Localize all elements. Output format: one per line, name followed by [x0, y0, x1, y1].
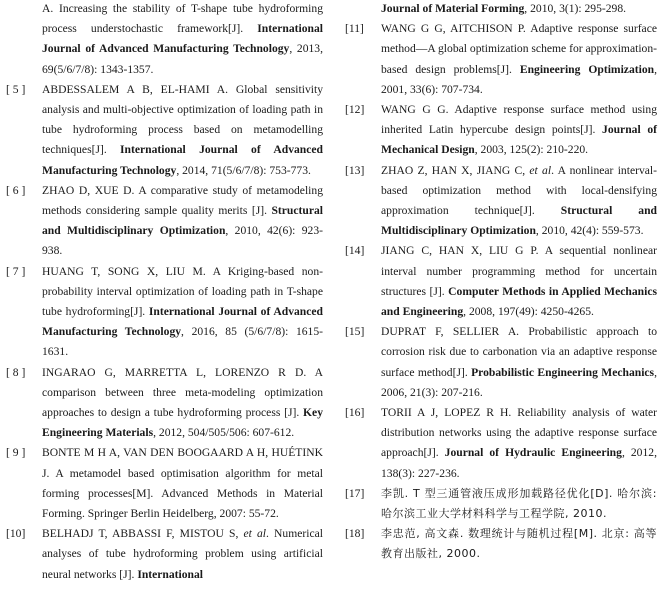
reference-journal: International Journal of Advanced Manufacturing Technology — [42, 143, 323, 177]
reference-number: [18] — [345, 527, 365, 541]
reference-number: [17] — [345, 486, 365, 500]
reference-item — [345, 322, 657, 403]
reference-item — [6, 262, 323, 363]
reference-authors: BELHADJ T, ABBASSI F, MISTOU S, — [42, 527, 244, 541]
reference-cjk-text: 李忠范, 高文森. 数理统计与随机过程[M]. 北京: 高等教育出版社, 2000. — [381, 527, 657, 561]
reference-authors: BONTE M H A, VAN DEN BOOGAARD A H, HUÉTINK J. — [42, 446, 323, 480]
reference-item — [345, 484, 657, 524]
reference-item — [6, 181, 323, 262]
reference-number: [10] — [6, 527, 26, 541]
reference-title: A comparative study of metamodeling methods considering sample quality merits [J]. — [42, 183, 323, 218]
reference-tail: , 2006, 21(3): 207-216. — [381, 365, 657, 399]
reference-number: [13] — [345, 163, 365, 177]
reference-title: . A nonlinear interval-based optimization method with local-densifying approximation technique[J]. — [381, 163, 657, 218]
reference-item — [6, 80, 323, 181]
reference-title: A metamodel based optimisation algorithm for metal forming processes[M]. Advanced Methods in Material Forming. Springer Berlin Heidelberg, 2007: 55-72. — [42, 466, 323, 521]
reference-tail: , 2001, 33(6): 707-734. — [381, 62, 657, 96]
reference-journal: Engineering Optimization — [519, 62, 655, 76]
reference-title: Reliability analysis of water distribution networks using the adaptive response surface approach[J]. — [381, 406, 657, 460]
reference-authors: WANG G G. — [381, 103, 455, 117]
reference-number: [ 8 ] — [6, 365, 26, 379]
reference-tail: , 2014, 71(5/6/7/8): 753-773. — [176, 163, 311, 177]
reference-cjk-text: 李凯. T 型三通管液压成形加载路径优化[D]. 哈尔滨: 哈尔滨工业大学材料科学与工程学院, 2010. — [381, 486, 657, 521]
reference-authors: JIANG C, HAN X, LIU G P. — [381, 244, 545, 258]
reference-authors: ZHAO D, XUE D. — [42, 183, 139, 197]
reference-item — [345, 161, 657, 242]
reference-title: A comparison between three meta-modeling optimization approaches to design a tube hydroforming process [J]. — [42, 365, 323, 420]
reference-item — [345, 19, 657, 100]
right-column — [345, 0, 657, 565]
reference-item — [6, 524, 323, 585]
reference-journal: Key Engineering Materials — [42, 406, 323, 440]
reference-tail: , 2003, 125(2): 210-220. — [474, 143, 589, 157]
reference-title: . Numerical analyses of tube hydroforming problem using artificial neural networks [J]. — [42, 527, 323, 581]
reference-authors: WANG G G, AITCHISON P. — [381, 22, 531, 36]
reference-journal: Journal of Mechanical Design — [381, 123, 657, 157]
reference-journal: International Journal of Advanced Manufacturing Technology — [42, 22, 323, 56]
reference-item — [6, 363, 323, 444]
reference-title: Global sensitivity analysis and multi-objective optimization of loading path in tube hydroforming process based on metamodelling techniques[J]. — [42, 82, 323, 157]
reference-number: [ 9 ] — [6, 446, 26, 460]
reference-continuation — [6, 0, 323, 80]
reference-item — [6, 443, 323, 524]
reference-etal: et al — [529, 163, 552, 177]
reference-journal: Computer Methods in Applied Mechanics and Engineering — [381, 284, 657, 319]
reference-title: A sequential nonlinear interval number programming method for uncertain structures [J]. — [381, 244, 657, 298]
reference-authors: TORII A J, LOPEZ R H. — [381, 406, 518, 420]
reference-number: [11] — [345, 22, 364, 36]
reference-item — [345, 403, 657, 484]
reference-journal: Journal of Material Forming — [381, 2, 525, 15]
reference-number: [16] — [345, 406, 365, 420]
reference-title: A. Increasing the stability of T-shape tube hydroforming process understochastic framework[J]. — [42, 2, 323, 36]
reference-title: Adaptive response surface method using inherited Latin hypercube design points[J]. — [381, 103, 657, 137]
reference-number: [ 7 ] — [6, 264, 26, 278]
reference-tail: , 2008, 197(49): 4250-4265. — [463, 305, 594, 319]
reference-tail: , 2016, 85 (5/6/7/8): 1615-1631. — [42, 325, 323, 359]
reference-title: Probabilistic approach to corrosion risk due to carbonation via an adaptive response surface method[J]. — [381, 325, 657, 379]
reference-etal: et al — [243, 527, 267, 541]
reference-tail: , 2012, 138(3): 227-236. — [381, 446, 657, 480]
reference-journal: Journal of Hydraulic Engineering — [444, 446, 622, 460]
reference-authors: ABDESSALEM A B, EL-HAMI A. — [42, 82, 236, 96]
reference-journal: Structural and Multidisciplinary Optimization — [381, 204, 657, 238]
reference-tail: , 2013, 69(5/6/7/8): 1343-1357. — [42, 42, 323, 76]
reference-authors: INGARAO G, MARRETTA L, LORENZO R D. — [42, 365, 315, 379]
reference-journal: Structural and Multidisciplinary Optimization — [42, 204, 323, 238]
reference-authors: ZHAO Z, HAN X, JIANG C, — [381, 163, 530, 177]
reference-journal: International — [137, 567, 204, 581]
reference-number: [14] — [345, 244, 365, 258]
reference-number: [15] — [345, 325, 365, 339]
reference-item — [345, 100, 657, 161]
reference-tail: , 2010, 3(1): 295-298. — [524, 2, 627, 15]
reference-continuation — [345, 0, 657, 19]
reference-authors: DUPRAT F, SELLIER A. — [381, 325, 529, 339]
reference-title: Adaptive response surface method—A global optimization scheme for approximation-based design problems[J]. — [381, 22, 657, 76]
reference-number: [12] — [345, 103, 365, 117]
reference-item — [345, 241, 657, 322]
reference-journal: International Journal of Advanced Manufacturing Technology — [42, 305, 323, 339]
reference-tail: , 2012, 504/505/506: 607-612. — [153, 426, 295, 440]
reference-number: [ 6 ] — [6, 183, 26, 197]
reference-title: A Kriging-based non-probability interval optimization of loading path in T-shape tube hydroforming[J]. — [42, 264, 323, 319]
reference-authors: HUANG T, SONG X, LIU M. — [42, 264, 213, 278]
left-column — [6, 0, 323, 585]
reference-tail: , 2010, 42(6): 923-938. — [42, 224, 324, 258]
reference-tail: , 2010, 42(4): 559-573. — [535, 224, 644, 238]
reference-number: [ 5 ] — [6, 82, 26, 96]
reference-journal: Probabilistic Engineering Mechanics — [471, 365, 655, 379]
reference-item — [345, 524, 657, 564]
